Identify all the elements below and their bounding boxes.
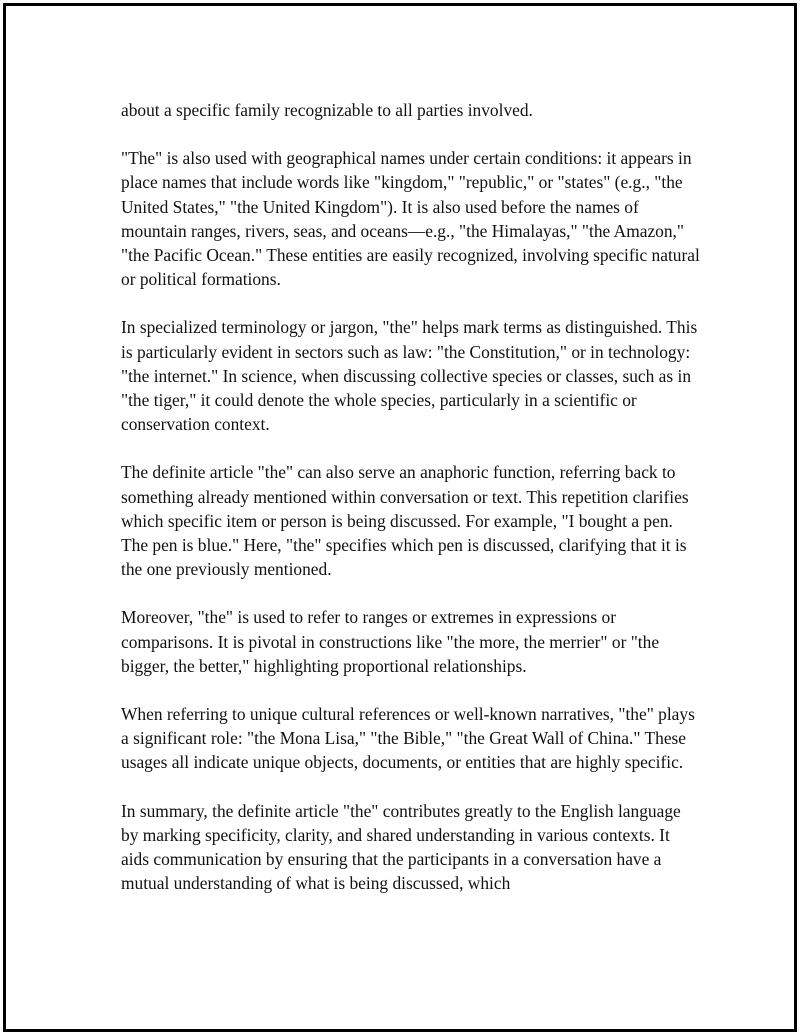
paragraph-cultural-references: When referring to unique cultural references or well-known narratives, "the" plays a significant role: "the Mona Lisa," "the Bible," "the Great Wall of China." These usages all indicate unique objects, documents, or entities that are highly specific.	[121, 704, 695, 773]
paragraph-anaphoric-function: The definite article "the" can also serve an anaphoric function, referring back to something already mentioned within conversation or text. This repetition clarifies which specific item or person is being discussed. For example, "I bought a pen. The pen is blue." Here, "the" specifies which pen is discussed, clarifying that it is the one previously mentioned.	[121, 462, 689, 580]
paragraph-ranges-extremes: Moreover, "the" is used to refer to ranges or extremes in expressions or comparisons. It is pivotal in constructions like "the more, the merrier" or "the bigger, the better," highlighting proportional relationships.	[121, 607, 660, 676]
page-border	[3, 3, 797, 1032]
paragraph-summary: In summary, the definite article "the" contributes greatly to the English language by marking specificity, clarity, and shared understanding in various contexts. It aids communication by ensuring that the participants in a conversation have a mutual understanding of what is being discussed, which	[121, 800, 681, 894]
document-body	[121, 98, 701, 919]
paragraph-geographical-names: "The" is also used with geographical names under certain conditions: it appears in place names that include words like "kingdom," "republic," or "states" (e.g., "the United States," "the United Kingdom"). It is also used before the names of mountain ranges, rivers, seas, and oceans—e.g., "the Himalayas," "the Amazon," "the Pacific Ocean." These entities are easily recognized, involving specific natural or political formations.	[121, 148, 700, 290]
paragraph-family-reference: about a specific family recognizable to all parties involved.	[121, 100, 533, 120]
paragraph-specialized-terminology: In specialized terminology or jargon, "the" helps mark terms as distinguished. This is particularly evident in sectors such as law: "the Constitution," or in technology: "the internet." In science, when discussing collective species or classes, such as in "the tiger," it could denote the whole species, particularly in a scientific or conservation context.	[121, 317, 698, 435]
